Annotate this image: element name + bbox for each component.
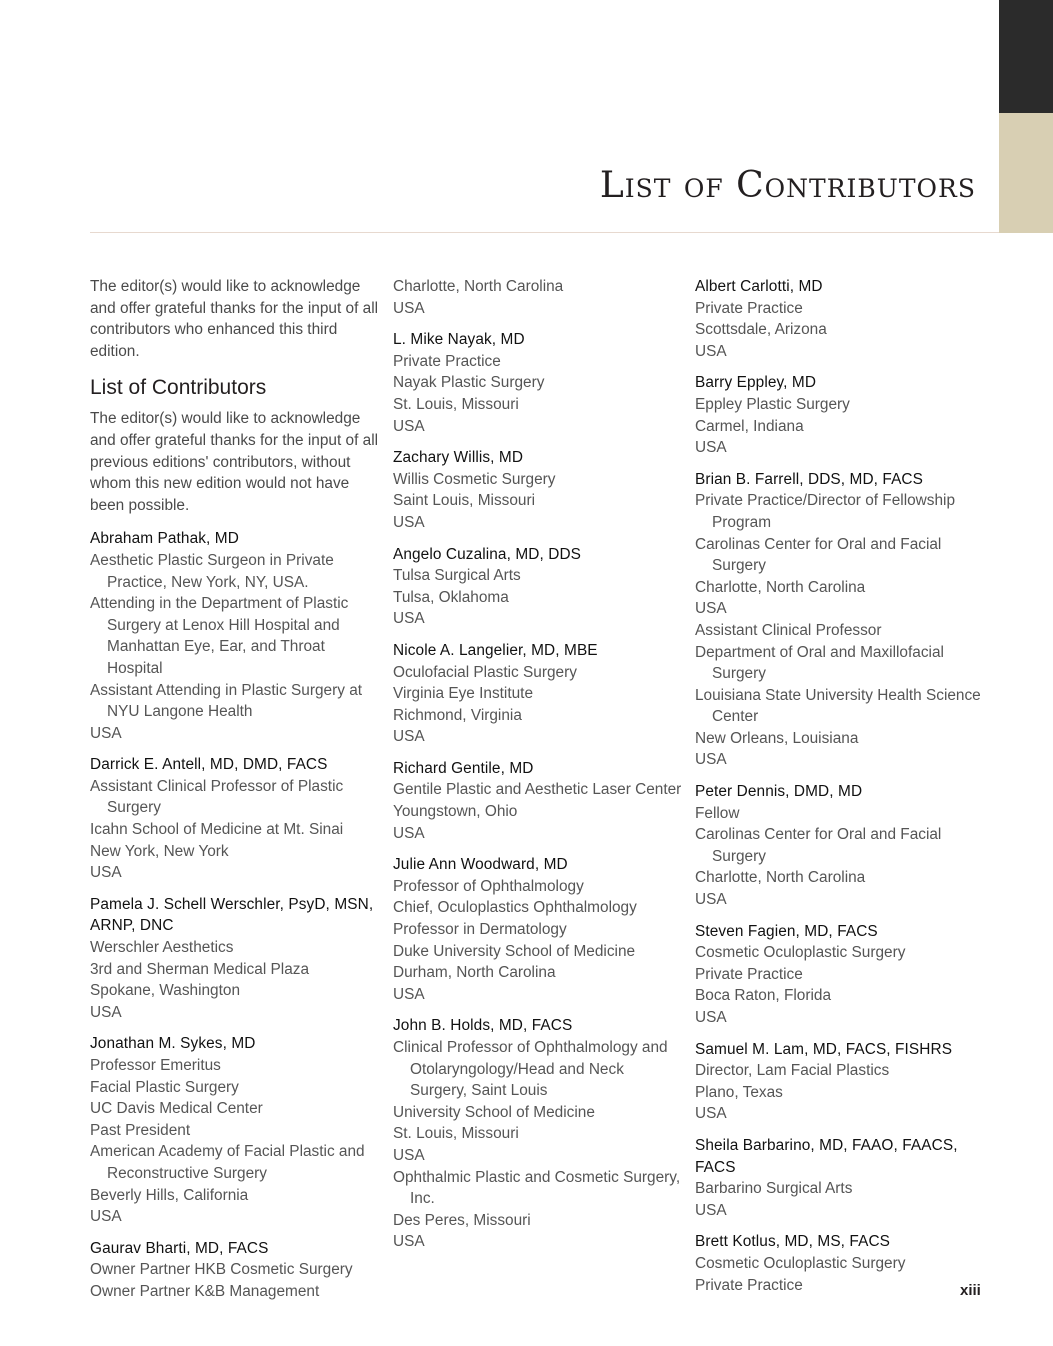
page-title: List of Contributors <box>599 165 976 206</box>
contributor-affiliation: Gentile Plastic and Aesthetic Laser Center <box>393 781 682 799</box>
section-intro-paragraph: The editor(s) would like to acknowledge and offer grateful thanks for the input of all previous editions' contributors, without whom this new edition would not have been possible. <box>90 410 379 514</box>
contributor-entry <box>695 469 985 771</box>
contributor-affiliation: USA <box>695 891 727 909</box>
contributor-affiliation: Owner Partner HKB Cosmetic Surgery <box>90 1261 353 1279</box>
contributor-affiliation: Chief, Oculoplastics Ophthalmology <box>393 899 637 917</box>
contributor-name: Steven Fagien, MD, FACS <box>695 922 878 940</box>
contributor-affiliation: Plano, Texas <box>695 1083 783 1101</box>
contributor-affiliation: Duke University School of Medicine <box>393 942 636 960</box>
contributor-affiliation: Director, Lam Facial Plastics <box>695 1062 890 1080</box>
contributor-affiliation: Ophthalmic Plastic and Cosmetic Surgery, Inc. <box>393 1168 681 1208</box>
contributor-affiliation: Professor Emeritus <box>90 1057 221 1074</box>
contributor-affiliation: USA <box>393 1233 425 1251</box>
contributor-entry <box>695 1231 985 1296</box>
contributor-name: Pamela J. Schell Werschler, PsyD, MSN, ARNP, DNC <box>90 895 374 935</box>
contributor-affiliation: USA <box>695 1105 727 1123</box>
contributor-entry <box>695 781 985 911</box>
contributor-name: Barry Eppley, MD <box>695 374 817 392</box>
contributor-affiliation: Attending in the Department of Plastic Surgery at Lenox Hill Hospital and Manhattan Eye, Ear, and Throat Hospital <box>90 595 349 677</box>
contributor-affiliation: Willis Cosmetic Surgery <box>393 470 556 488</box>
contributor-affiliation: Aesthetic Plastic Surgeon in Private Practice, New York, NY, USA. <box>90 551 334 591</box>
contributor-name: Sheila Barbarino, MD, FAAO, FAACS, FACS <box>695 1136 958 1176</box>
contributor-affiliation: Private Practice <box>695 1276 803 1294</box>
contributor-name: Angelo Cuzalina, MD, DDS <box>393 545 582 563</box>
column-2 <box>393 276 683 1263</box>
contributor-affiliation: Tulsa, Oklahoma <box>393 588 509 606</box>
contributor-affiliation: Nayak Plastic Surgery <box>393 374 545 392</box>
contributor-entry <box>90 1033 380 1227</box>
contributor-entry <box>90 894 380 1024</box>
contributor-affiliation: USA <box>90 724 122 742</box>
contributor-affiliation: USA <box>695 600 727 618</box>
contributor-entry <box>90 528 380 744</box>
contributor-entry <box>90 754 380 884</box>
contributor-affiliation: Louisiana State University Health Science Center <box>695 686 981 726</box>
contributor-affiliation: USA <box>393 513 425 531</box>
page-number: xiii <box>960 1282 981 1299</box>
contributor-affiliation: USA <box>695 1201 727 1219</box>
contributor-affiliation: American Academy of Facial Plastic and Reconstructive Surgery <box>90 1143 365 1182</box>
contributor-affiliation: Owner Partner K&B Management <box>90 1282 320 1300</box>
contributor-affiliation: Private Practice <box>695 965 803 983</box>
contributor-name: Brett Kotlus, MD, MS, FACS <box>695 1233 891 1251</box>
contributor-affiliation: Professor in Dermatology <box>393 921 567 939</box>
column-1 <box>90 276 380 1313</box>
contributor-affiliation: USA <box>393 728 425 746</box>
contributor-affiliation: USA <box>393 417 425 435</box>
contributor-affiliation: USA <box>695 439 727 457</box>
title-divider <box>90 232 999 233</box>
contributor-affiliation: Spokane, Washington <box>90 982 241 1000</box>
contributor-name: John B. Holds, MD, FACS <box>393 1017 573 1035</box>
contributor-affiliation: Professor of Ophthalmology <box>393 877 584 895</box>
contributor-affiliation: Assistant Clinical Professor <box>695 621 882 639</box>
contributor-line: USA <box>393 299 425 317</box>
contributor-affiliation: USA <box>90 1003 122 1021</box>
contributor-affiliation: Private Practice <box>695 299 803 317</box>
contributor-affiliation: Carolinas Center for Oral and Facial Surgery <box>695 535 942 575</box>
contributor-entry <box>393 1015 683 1253</box>
contributor-affiliation: 3rd and Sherman Medical Plaza <box>90 960 310 978</box>
contributor-affiliation: Department of Oral and Maxillofacial Surgery <box>695 643 944 683</box>
contributor-entry <box>695 372 985 458</box>
contributor-affiliation: Youngstown, Ohio <box>393 803 518 821</box>
edge-tab-dark <box>999 0 1053 113</box>
contributor-affiliation: Boca Raton, Florida <box>695 987 832 1005</box>
contributor-entry <box>695 1135 985 1221</box>
contributor-name: L. Mike Nayak, MD <box>393 331 525 349</box>
contributor-affiliation: Assistant Clinical Professor of Plastic Surgery <box>90 777 344 817</box>
contributor-affiliation: UC Davis Medical Center <box>90 1100 263 1118</box>
contributor-affiliation: Eppley Plastic Surgery <box>695 395 850 413</box>
contributor-affiliation: Oculofacial Plastic Surgery <box>393 663 577 681</box>
contributor-affiliation: USA <box>695 1009 727 1026</box>
contributor-list <box>695 276 985 1296</box>
contributor-name: Zachary Willis, MD <box>393 449 524 467</box>
contributor-affiliation: New Orleans, Louisiana <box>695 729 859 747</box>
contributor-affiliation: Cosmetic Oculoplastic Surgery <box>695 944 906 962</box>
contributor-entry <box>393 758 683 844</box>
contributor-affiliation: Facial Plastic Surgery <box>90 1078 239 1096</box>
contributor-affiliation: USA <box>695 342 727 360</box>
contributor-name: Samuel M. Lam, MD, FACS, FISHRS <box>695 1040 953 1058</box>
contributor-entry <box>393 640 683 748</box>
contributor-affiliation: Charlotte, North Carolina <box>695 578 866 596</box>
contributor-name: Gaurav Bharti, MD, FACS <box>90 1239 269 1257</box>
contributor-affiliation: Clinical Professor of Ophthalmology and Otolaryngology/Head and Neck Surgery, Saint Louis <box>393 1039 668 1100</box>
contributor-name: Abraham Pathak, MD <box>90 530 239 548</box>
contributor-affiliation: USA <box>393 824 425 842</box>
contributor-affiliation: Private Practice <box>393 352 501 370</box>
contributor-affiliation: USA <box>393 610 425 628</box>
contributor-name: Peter Dennis, DMD, MD <box>695 783 863 801</box>
contributor-affiliation: Icahn School of Medicine at Mt. Sinai <box>90 821 344 839</box>
continued-entry <box>393 276 683 319</box>
contributor-list <box>393 329 683 1253</box>
contributor-affiliation: Tulsa Surgical Arts <box>393 567 521 585</box>
contributor-entry <box>695 1039 985 1125</box>
contributor-entry <box>393 447 683 533</box>
contributor-affiliation: USA <box>695 751 727 769</box>
contributor-name: Albert Carlotti, MD <box>695 278 823 295</box>
column-3 <box>695 276 985 1306</box>
contributor-affiliation: Carmel, Indiana <box>695 417 804 435</box>
section-heading: List of Contributors <box>90 376 267 400</box>
contributor-entry <box>393 854 683 1005</box>
contributor-affiliation: USA <box>393 1146 425 1164</box>
contributor-affiliation: Cosmetic Oculoplastic Surgery <box>695 1254 906 1272</box>
contributor-entry <box>695 921 985 1029</box>
contributor-name: Jonathan M. Sykes, MD <box>90 1035 256 1053</box>
contributor-list <box>90 528 380 1302</box>
contributor-affiliation: University School of Medicine <box>393 1103 595 1121</box>
contributor-affiliation: Virginia Eye Institute <box>393 685 534 703</box>
contributor-affiliation: Carolinas Center for Oral and Facial Surgery <box>695 826 942 865</box>
contributor-line: Charlotte, North Carolina <box>393 278 564 295</box>
contributor-affiliation: Des Peres, Missouri <box>393 1211 531 1229</box>
contributor-affiliation: Barbarino Surgical Arts <box>695 1180 853 1198</box>
contributor-affiliation: USA <box>90 864 122 882</box>
contributor-affiliation: Assistant Attending in Plastic Surgery at NYU Langone Health <box>90 681 363 721</box>
contributor-affiliation: Fellow <box>695 804 740 822</box>
intro-paragraph: The editor(s) would like to acknowledge and offer grateful thanks for the input of all contributors who enhanced this third edition. <box>90 278 379 360</box>
contributor-name: Nicole A. Langelier, MD, MBE <box>393 641 598 659</box>
contributor-affiliation: New York, New York <box>90 842 229 860</box>
contributor-entry <box>695 276 985 362</box>
contributor-affiliation: Richmond, Virginia <box>393 706 522 724</box>
contributor-affiliation: Scottsdale, Arizona <box>695 321 827 339</box>
contributor-name: Brian B. Farrell, DDS, MD, FACS <box>695 470 924 488</box>
contributor-name: Richard Gentile, MD <box>393 759 534 777</box>
contributor-name: Darrick E. Antell, MD, DMD, FACS <box>90 756 328 774</box>
contributor-name: Julie Ann Woodward, MD <box>393 856 568 874</box>
contributor-affiliation: Past President <box>90 1121 191 1139</box>
contributor-affiliation: Private Practice/Director of Fellowship Program <box>695 492 956 531</box>
contributor-entry <box>393 544 683 630</box>
contributor-entry <box>90 1238 380 1303</box>
contributor-affiliation: St. Louis, Missouri <box>393 395 519 413</box>
contributor-entry <box>393 329 683 437</box>
contributor-affiliation: Durham, North Carolina <box>393 964 556 982</box>
contributor-affiliation: USA <box>393 985 425 1003</box>
contributor-affiliation: USA <box>90 1208 122 1226</box>
contributor-affiliation: Beverly Hills, California <box>90 1186 249 1204</box>
edge-tab-tan <box>999 113 1053 233</box>
contributor-affiliation: Werschler Aesthetics <box>90 939 234 957</box>
contributor-affiliation: Saint Louis, Missouri <box>393 492 535 510</box>
contributor-affiliation: St. Louis, Missouri <box>393 1125 519 1143</box>
contributor-affiliation: Charlotte, North Carolina <box>695 869 866 887</box>
